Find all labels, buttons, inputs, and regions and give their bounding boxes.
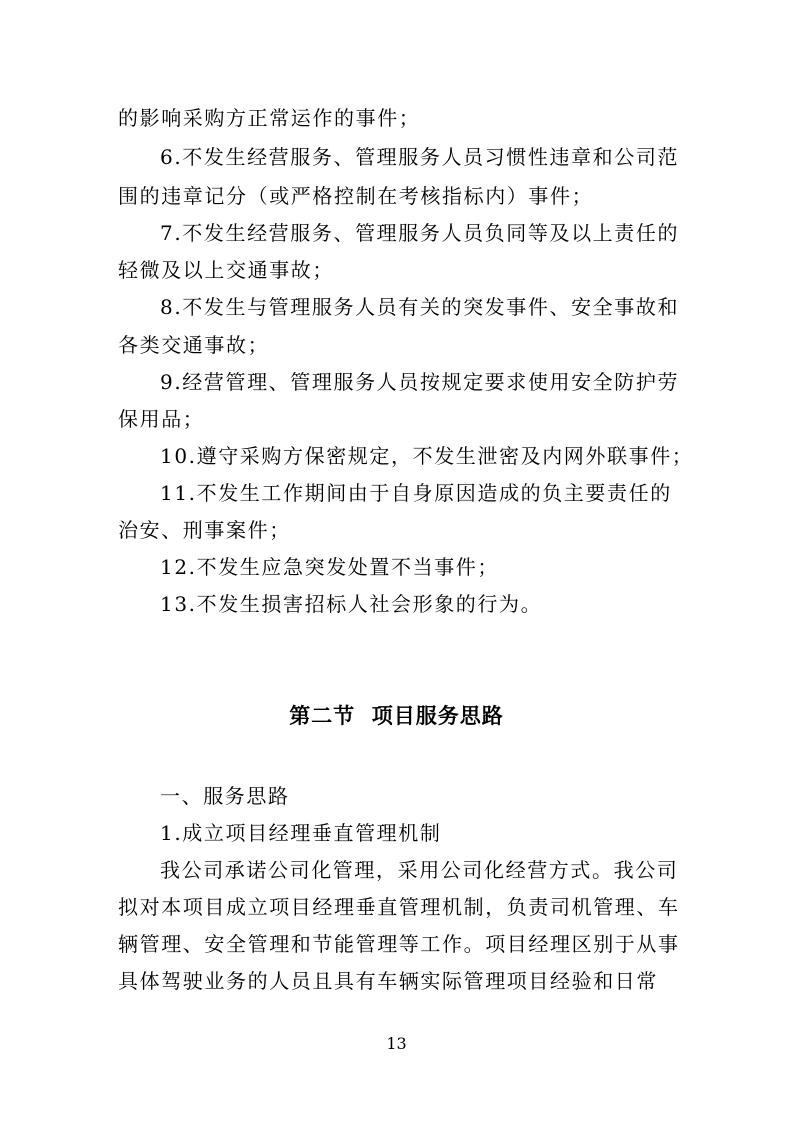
text-line: 保用品； <box>118 407 205 431</box>
list-item-13: 13.不发生损害招标人社会形象的行为。 <box>160 592 543 616</box>
text-line: 轻微及以上交通事故； <box>118 258 334 282</box>
subheading: 一、服务思路 <box>160 784 290 808</box>
text-line: 各类交通事故； <box>118 333 270 357</box>
list-item-12: 12.不发生应急突发处置不当事件； <box>160 555 500 579</box>
paragraph-line: 辆管理、安全管理和节能管理等工作。项目经理区别于从事 <box>118 932 680 956</box>
paragraph-line: 拟对本项目成立项目经理垂直管理机制，负责司机管理、车 <box>118 895 680 919</box>
list-item-9: 9.经营管理、管理服务人员按规定要求使用安全防护劳 <box>160 370 680 394</box>
list-item-6: 6.不发生经营服务、管理服务人员习惯性违章和公司范 <box>160 145 680 169</box>
list-item-7: 7.不发生经营服务、管理服务人员负同等及以上责任的 <box>160 221 680 245</box>
text-line: 的影响采购方正常运作的事件； <box>118 106 421 130</box>
page-number: 13 <box>386 1034 407 1053</box>
text-line: 治安、刑事案件； <box>118 518 291 542</box>
section-heading: 第二节 项目服务思路 <box>289 704 504 728</box>
text-line: 围的违章记分（或严格控制在考核指标内）事件； <box>118 184 594 208</box>
paragraph-line: 我公司承诺公司化管理，采用公司化经营方式。我公司 <box>160 858 679 882</box>
list-item-8: 8.不发生与管理服务人员有关的突发事件、安全事故和 <box>160 295 680 319</box>
paragraph-line: 具体驾驶业务的人员且具有车辆实际管理项目经验和日常 <box>118 969 658 993</box>
list-item-11: 11.不发生工作期间由于自身原因造成的负主要责任的 <box>160 481 672 505</box>
item-title: 1.成立项目经理垂直管理机制 <box>160 821 442 845</box>
list-item-10: 10.遵守采购方保密规定，不发生泄密及内网外联事件； <box>160 444 694 468</box>
